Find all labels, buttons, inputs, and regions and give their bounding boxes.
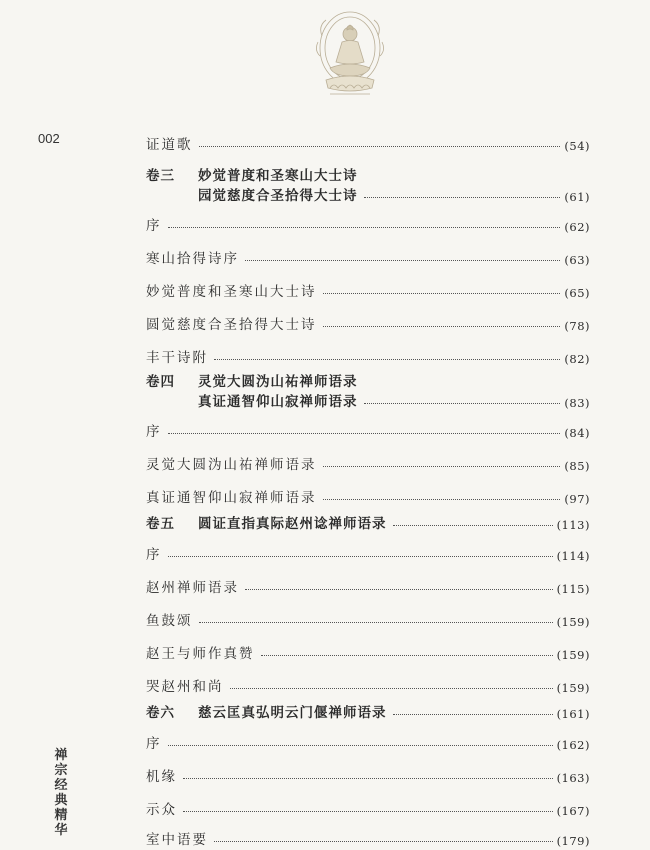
toc-entry[interactable]: 序 (62) [146,218,590,234]
toc-entry[interactable]: 序 (114) [146,547,590,563]
buddha-illustration [300,6,400,106]
toc-entry[interactable]: 真证通智仰山寂禅师语录 (97) [146,490,590,506]
toc-entry[interactable]: 序 (84) [146,424,590,440]
toc-entry[interactable]: 园觉慈度合圣拾得大士诗 (61) [198,188,590,204]
toc-entry[interactable]: 室中语要 (179) [146,832,590,848]
toc-entry[interactable]: 哭赵州和尚 (159) [146,679,590,695]
volume-title: 妙觉普度和圣寒山大士诗 [198,168,358,184]
toc-entry[interactable]: 示众 (167) [146,802,590,818]
volume-label: 卷四 [146,374,175,390]
toc-entry[interactable]: 真证通智仰山寂禅师语录 (83) [198,394,590,410]
toc-entry[interactable]: 机缘 (163) [146,769,590,785]
page-number: 002 [38,131,60,146]
volume-title: 灵觉大圆沩山祐禅师语录 [198,374,358,390]
toc-entry[interactable]: 妙觉普度和圣寒山大士诗 (65) [146,284,590,300]
toc-entry[interactable]: 鱼鼓颂 (159) [146,613,590,629]
toc-entry[interactable]: 序 (162) [146,736,590,752]
toc-entry[interactable]: 赵州禅师语录 (115) [146,580,590,596]
toc-entry[interactable]: 丰干诗附 (82) [146,350,590,366]
toc-entry[interactable]: 证道歌 (54) [146,137,590,153]
toc-volume-entry[interactable]: 卷六 慈云匡真弘明云门偃禅师语录 (161) [146,705,590,721]
toc-entry[interactable]: 寒山拾得诗序 (63) [146,251,590,267]
volume-label: 卷三 [146,168,175,184]
side-book-title: 禅 宗 经 典 精 华 [54,748,68,838]
toc-volume-entry[interactable]: 卷五 圆证直指真际赵州谂禅师语录 (113) [146,516,590,532]
toc-entry[interactable]: 圆觉慈度合圣拾得大士诗 (78) [146,317,590,333]
toc-entry[interactable]: 灵觉大圆沩山祐禅师语录 (85) [146,457,590,473]
toc-entry[interactable]: 赵王与师作真赞 (159) [146,646,590,662]
